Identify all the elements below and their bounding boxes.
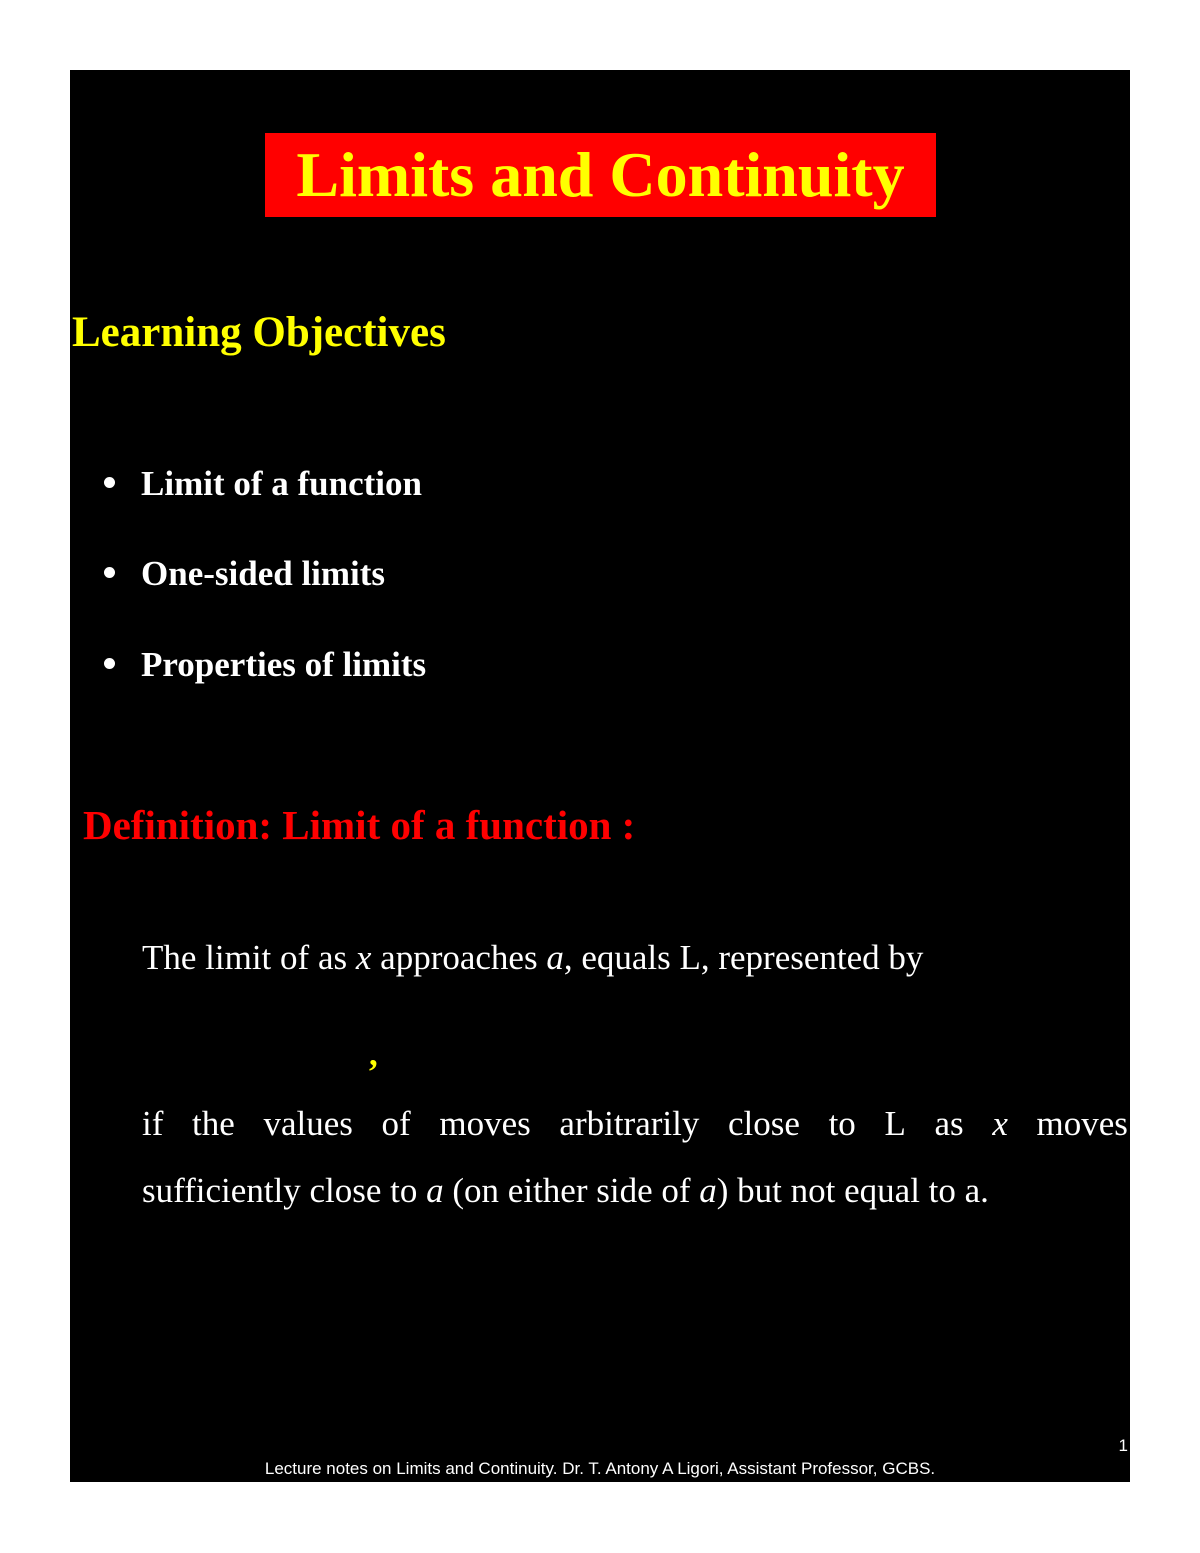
word: L: [884, 1104, 906, 1143]
text-segment: ) but not equal to a.: [716, 1171, 989, 1210]
word: arbitrarily: [559, 1104, 700, 1143]
text-segment: approaches: [371, 938, 547, 977]
definition-line-2: [142, 1102, 1128, 1146]
objective-text: Properties of limits: [141, 645, 427, 684]
word: values: [263, 1104, 353, 1143]
variable-x: x: [992, 1104, 1008, 1143]
text-segment: , equals L, represented by: [563, 938, 924, 977]
text-segment: (on either side of: [443, 1171, 700, 1210]
word: to: [828, 1104, 856, 1143]
list-item: [104, 552, 385, 596]
learning-objectives-heading: Learning Objectives: [72, 309, 446, 356]
text-segment: The limit of as: [142, 938, 356, 977]
word: as: [934, 1104, 964, 1143]
variable-a: a: [546, 938, 564, 977]
word: the: [192, 1104, 235, 1143]
bullet-icon: [104, 477, 115, 488]
word: close: [728, 1104, 800, 1143]
word: of: [381, 1104, 411, 1143]
page-title: Limits and Continuity: [265, 133, 936, 217]
bullet-icon: [104, 658, 115, 669]
word: moves: [439, 1104, 531, 1143]
variable-a: a: [426, 1171, 444, 1210]
definition-line-3: [142, 1169, 989, 1213]
definition-heading: Definition: Limit of a function :: [83, 802, 636, 848]
footer-text: Lecture notes on Limits and Continuity. Dr. T. Antony A Ligori, Assistant Professor, GCBS.: [264, 1459, 936, 1478]
objective-text: One-sided limits: [141, 554, 386, 593]
objective-text: Limit of a function: [141, 464, 422, 503]
definition-line-1: [142, 936, 923, 980]
variable-x: x: [355, 938, 372, 977]
page-number: 1: [1118, 1436, 1128, 1455]
bullet-icon: [104, 567, 115, 578]
slide: [70, 70, 1130, 1482]
list-item: [104, 643, 426, 687]
text-segment: sufficiently close to: [142, 1171, 427, 1210]
word: if: [142, 1104, 164, 1143]
formula-comma: ,: [369, 1034, 378, 1073]
list-item: [104, 462, 422, 506]
word: moves: [1036, 1104, 1128, 1143]
variable-a: a: [699, 1171, 717, 1210]
